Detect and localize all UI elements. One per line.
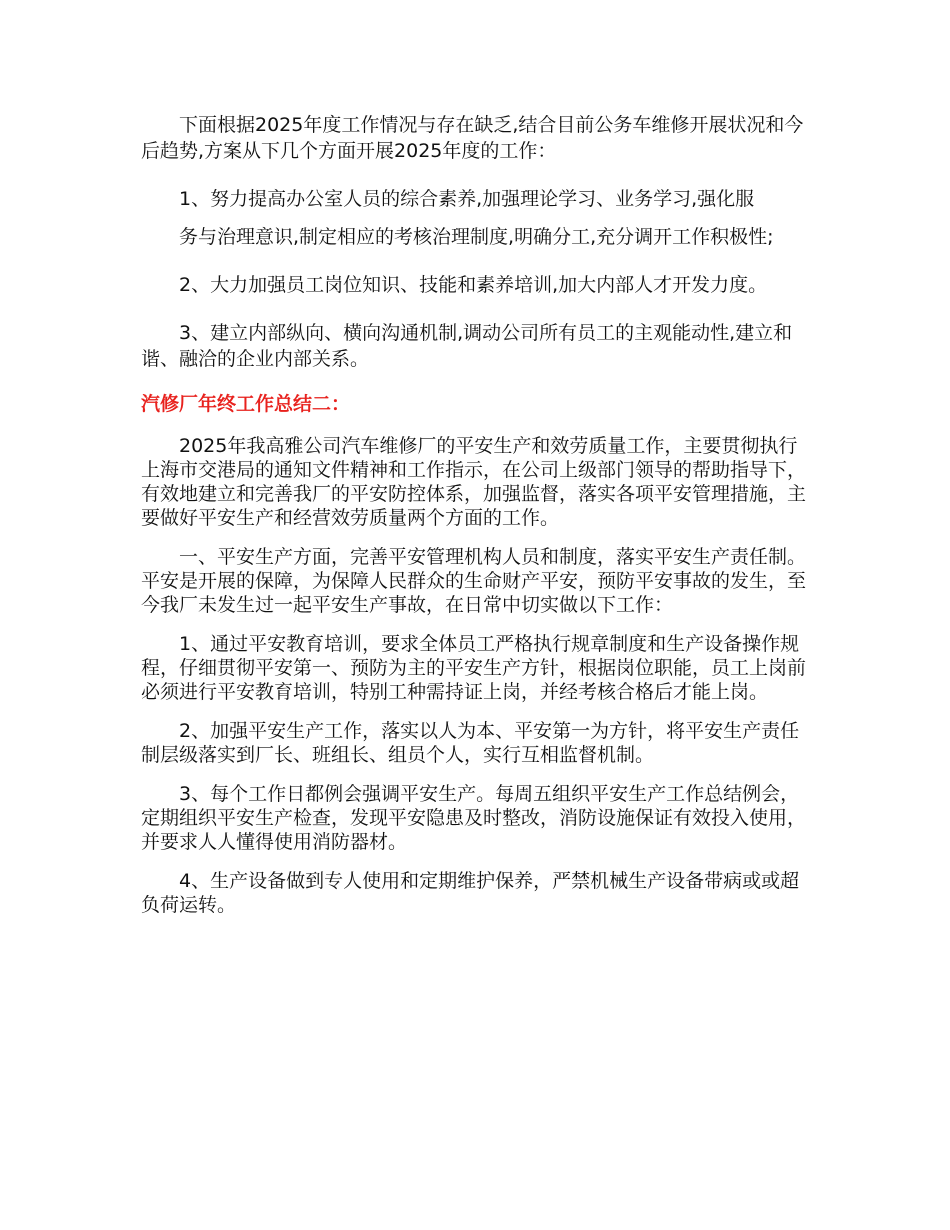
paragraph: 2025年我高雅公司汽车维修厂的平安生产和效劳质量工作，主要贯彻执行上海市交港局的通知文件精神和工作指示，在公司上级部门领导的帮助指导下，有效地建立和完善我厂的平安防控体系，加强监督，落实各项平安管理措施，主要做好平安生产和经营效劳质量两个方面的工作。 bbox=[141, 435, 807, 529]
paragraph: 4、生产设备做到专人使用和定期维护保养，严禁机械生产设备带病或或超负荷运转。 bbox=[141, 870, 800, 916]
document-body bbox=[141, 112, 811, 932]
paragraph: 1、努力提高办公室人员的综合素养,加强理论学习、业务学习,强化服 bbox=[179, 188, 755, 210]
paragraph: 2、大力加强员工岗位知识、技能和素养培训,加大内部人才开发力度。 bbox=[179, 274, 768, 296]
paragraph: 务与治理意识,制定相应的考核治理制度,明确分工,充分调开工作积极性; bbox=[179, 226, 774, 248]
paragraph: 3、建立内部纵向、横向沟通机制,调动公司所有员工的主观能动性,建立和谐、融洽的企业内部关系。 bbox=[141, 322, 793, 370]
intro-section bbox=[141, 112, 811, 372]
paragraph: 1、通过平安教育培训，要求全体员工严格执行规章制度和生产设备操作规程，仔细贯彻平安第一、预防为主的平安生产方针，根据岗位职能，员工上岗前必须进行平安教育培训，特别工种需持证上岗，并经考核合格后才能上岗。 bbox=[141, 633, 807, 703]
paragraph: 下面根据2025年度工作情况与存在缺乏,结合目前公务车维修开展状况和今后趋势,方案从下几个方面开展2025年度的工作： bbox=[141, 114, 804, 162]
summary-section bbox=[141, 434, 811, 917]
paragraph: 2、加强平安生产工作，落实以人为本、平安第一为方针，将平安生产责任制层级落实到厂长、班组长、组员个人，实行互相监督机制。 bbox=[141, 720, 800, 766]
section-heading: 汽修厂年终工作总结二： bbox=[141, 393, 351, 415]
paragraph: 一、平安生产方面，完善平安管理机构人员和制度，落实平安生产责任制。平安是开展的保障，为保障人民群众的生命财产平安，预防平安事故的发生，至今我厂未发生过一起平安生产事故，在日常中切实做以下工作： bbox=[141, 546, 807, 616]
paragraph: 3、每个工作日都例会强调平安生产。每周五组织平安生产工作总结例会，定期组织平安生产检查，发现平安隐患及时整改，消防设施保证有效投入使用，并要求人人懂得使用消防器材。 bbox=[141, 783, 807, 853]
